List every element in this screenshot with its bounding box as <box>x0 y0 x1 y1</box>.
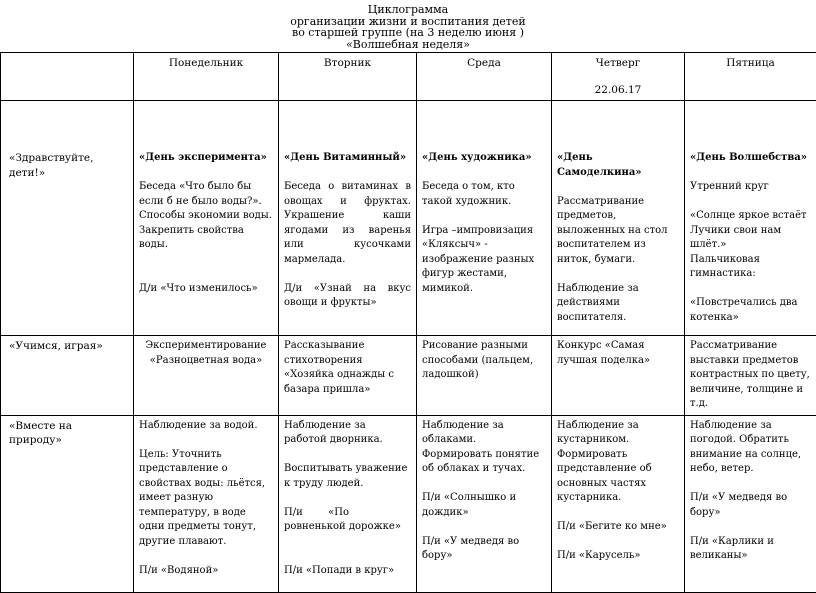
cell-fri-nature <box>685 415 816 592</box>
header-tuesday: Вторник <box>279 53 417 101</box>
table-row <box>1 336 816 416</box>
cell-text: Наблюдение за кустарником. Формировать представление об основных частях кустарника. <box>557 419 679 506</box>
header-empty-cell <box>1 53 134 101</box>
cell-text: П/и «У медведя во бору» <box>422 535 546 564</box>
cell-fri-greeting <box>685 101 816 336</box>
cell-text: «Солнце яркое встаёт <box>690 209 811 224</box>
row-label-nature: «Вместе на природу» <box>1 415 134 592</box>
cell-text: П/и «Карусель» <box>557 549 679 564</box>
cell-text: П/и «Бегите ко мне» <box>557 520 679 535</box>
cell-text: Утренний круг <box>690 180 811 195</box>
cell-tue-learning: Рассказывание стихотворения «Хозяйка однажды с базара пришла» <box>279 336 417 416</box>
cell-mon-greeting <box>134 101 279 336</box>
table-row <box>1 101 816 336</box>
cell-thu-nature <box>552 415 685 592</box>
cell-text: П/и «Попади в круг» <box>284 564 411 579</box>
cell-wed-learning: Рисование разными способами (пальцем, ладошкой) <box>417 336 552 416</box>
cell-text: Беседа о витаминах в овощах и фруктах. Украшение каши ягодами из варенья или кусочками мармелада. <box>284 180 411 267</box>
cell-thu-learning: Конкурс «Самая лучшая поделка» <box>552 336 685 416</box>
cell-text: П/и «У медведя во бору» <box>690 491 811 520</box>
day-theme-title: «День Самоделкина» <box>557 151 679 180</box>
cell-text: Наблюдение за действиями воспитателя. <box>557 282 679 326</box>
cell-text: Рассматривание предметов, выложенных на стол воспитателем из ниток, бумаги. <box>557 195 679 268</box>
day-theme-title: «День художника» <box>422 151 546 166</box>
cell-text: Наблюдение за погодой. Обратить внимание на солнце, небо, ветер. <box>690 419 811 477</box>
cell-thu-greeting <box>552 101 685 336</box>
header-thursday-date: 22.06.17 <box>557 83 679 98</box>
header-thursday <box>552 53 685 101</box>
header-monday: Понедельник <box>134 53 279 101</box>
cell-text: Лучики свои нам шлёт.» <box>690 224 811 253</box>
header-thursday-label: Четверг <box>557 56 679 71</box>
cell-text: Цель: Уточнить представление о свойствах воды: льётся, имеет разную температуру, в воде одни предметы тонут, другие плавают. <box>139 448 273 550</box>
cell-text: Игра –импровизация «Кляксыч» - изображение разных фигур жестами, мимикой. <box>422 224 546 297</box>
header-row <box>1 53 816 101</box>
cell-text: Наблюдение за водой. <box>139 419 273 434</box>
cell-wed-nature <box>417 415 552 592</box>
cell-text: П/и «Водяной» <box>139 564 273 579</box>
cell-text: П/и «По ровненькой дорожке» <box>284 506 411 535</box>
header-wednesday: Среда <box>417 53 552 101</box>
cell-text: Беседа о том, кто такой художник. <box>422 180 546 209</box>
table-row <box>1 415 816 592</box>
cell-text: Наблюдение за работой дворника. <box>284 419 411 448</box>
cell-text: Д/и «Узнай на вкус овощи и фрукты» <box>284 282 411 311</box>
day-theme-title: «День эксперимента» <box>139 151 273 166</box>
title-line-1: Циклограмма <box>0 4 816 16</box>
row-label-greeting: «Здравствуйте, дети!» <box>1 101 134 336</box>
header-friday: Пятница <box>685 53 816 101</box>
cell-text: «Повстречались два котенка» <box>690 296 811 325</box>
cell-wed-greeting <box>417 101 552 336</box>
cell-text: Воспитывать уважение к труду людей. <box>284 462 411 491</box>
day-theme-title: «День Волшебства» <box>690 151 811 166</box>
cell-mon-nature <box>134 415 279 592</box>
cell-tue-nature <box>279 415 417 592</box>
day-theme-title: «День Витаминный» <box>284 151 411 166</box>
title-line-4: «Волшебная неделя» <box>0 39 816 51</box>
schedule-table <box>0 52 816 593</box>
cell-fri-learning: Рассматривание выставки предметов контрастных по цвету, величине, толщине и т.д. <box>685 336 816 416</box>
title-line-3: во старшей группе (на 3 неделю июня ) <box>0 27 816 39</box>
row-label-learning: «Учимся, играя» <box>1 336 134 416</box>
cell-text: Д/и «Что изменилось» <box>139 282 273 297</box>
cell-tue-greeting <box>279 101 417 336</box>
cell-text: Пальчиковая гимнастика: <box>690 253 811 282</box>
cell-mon-learning: Экспериментирование «Разноцветная вода» <box>134 336 279 416</box>
cell-text: Наблюдение за облаками. Формировать понятие об облаках и тучах. <box>422 419 546 477</box>
cell-text: Беседа «Что было бы если б не было воды?». Способы экономии воды. Закрепить свойства воды. <box>139 180 273 253</box>
document-title <box>0 4 816 50</box>
cell-text: П/и «Солнышко и дождик» <box>422 491 546 520</box>
cell-text: П/и «Карлики и великаны» <box>690 535 811 564</box>
title-line-2: организации жизни и воспитания детей <box>0 16 816 28</box>
